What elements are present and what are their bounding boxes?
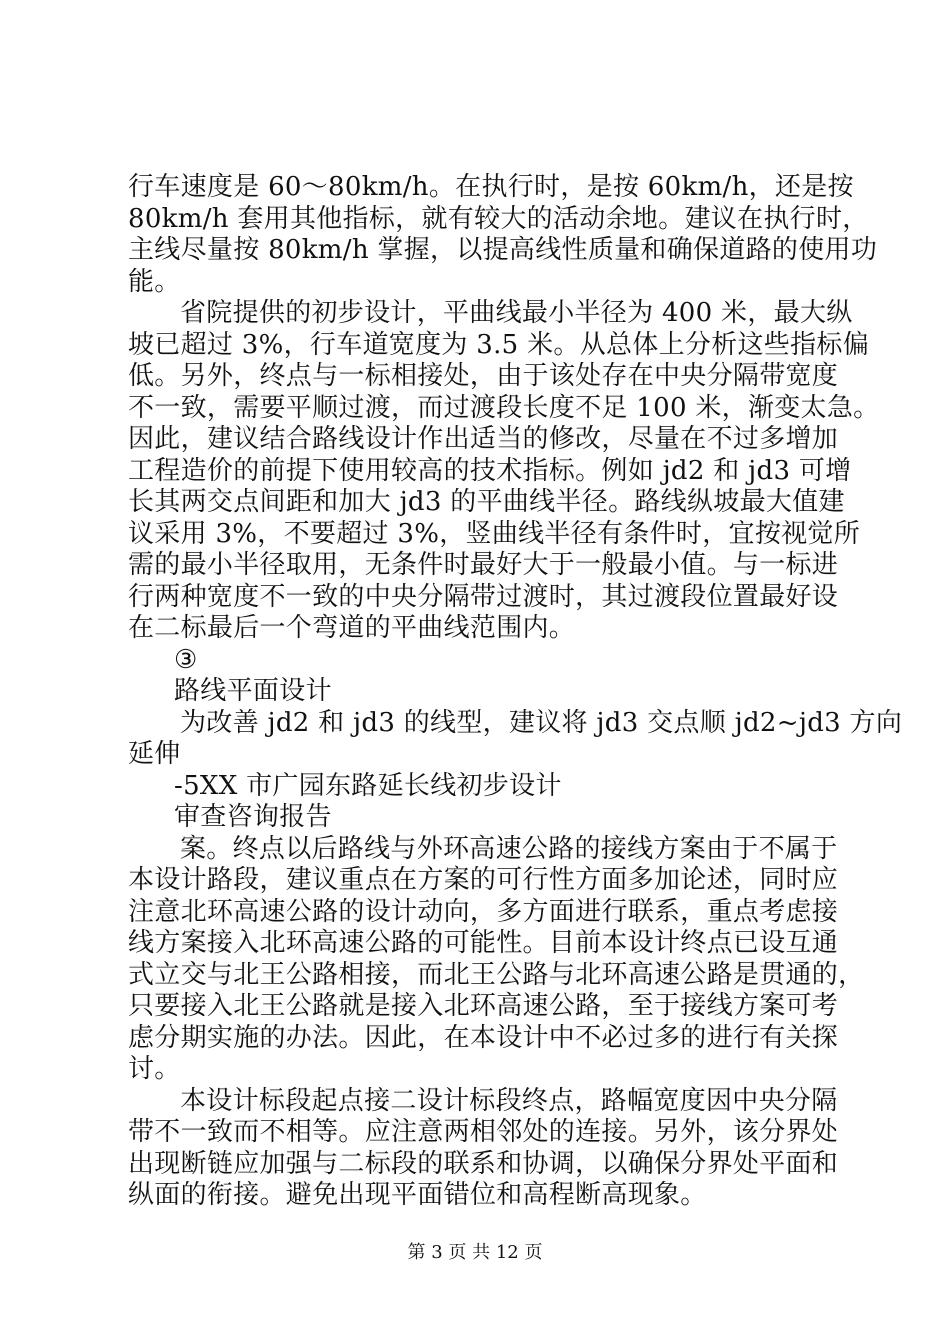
text-line: 低。另外，终点与一标相接处，由于该处存在中央分隔带宽度 bbox=[128, 361, 839, 391]
text-line: 行两种宽度不一致的中央分隔带过渡时，其过渡段位置最好设 bbox=[128, 581, 839, 612]
text-line: 因此，建议结合路线设计作出适当的修改，尽量在不过多增加 bbox=[128, 424, 839, 454]
text-line: 工程造价的前提下使用较高的技术指标。例如 jd2 和 jd3 可增 bbox=[128, 455, 852, 486]
text-line: 线方案接入北环高速公路的可能性。目前本设计终点已设互通 bbox=[128, 928, 839, 958]
text-line: 能。 bbox=[128, 266, 181, 297]
text-line: 议采用 3%，不要超过 3%，竖曲线半径有条件时，宜按视觉所 bbox=[128, 518, 861, 549]
section-number: ③ bbox=[174, 644, 198, 675]
text-line: 延伸 bbox=[128, 739, 181, 769]
text-line: 需的最小半径取用，无条件时最好大于一般最小值。与一标进 bbox=[128, 550, 839, 580]
paragraph-start-line: 省院提供的初步设计，平曲线最小半径为 400 米，最大纵 bbox=[180, 298, 853, 328]
running-header-subtitle: 审查咨询报告 bbox=[174, 802, 332, 832]
text-line: 带不一致而不相等。应注意两相邻处的连接。另外，该分界处 bbox=[128, 1117, 839, 1147]
text-line: 只要接入北王公路就是接入北环高速公路，至于接线方案可考 bbox=[128, 991, 839, 1021]
text-line: 在二标最后一个弯道的平曲线范围内。 bbox=[128, 613, 576, 643]
page-number-footer: 第 3 页 共 12 页 bbox=[407, 1242, 543, 1263]
text-line: 注意北环高速公路的设计动向，多方面进行联系，重点考虑接 bbox=[128, 896, 839, 927]
document-body bbox=[128, 172, 903, 1212]
text-line: 行车速度是 60～80km/h。在执行时，是按 60km/h，还是按 bbox=[128, 172, 854, 202]
running-header-title: -5XX 市广园东路延长线初步设计 bbox=[174, 770, 562, 801]
text-line: 式立交与北王公路相接，而北王公路与北环高速公路是贯通的， bbox=[128, 959, 865, 990]
text-line: 长其两交点间距和加大 jd3 的平曲线半径。路线纵坡最大值建 bbox=[128, 487, 845, 517]
section-heading: 路线平面设计 bbox=[174, 676, 332, 706]
text-line: 虑分期实施的办法。因此，在本设计中不必过多的进行有关探 bbox=[128, 1022, 839, 1053]
text-line: 不一致，需要平顺过渡，而过渡段长度不足 100 米，渐变太急。 bbox=[128, 392, 880, 423]
text-line: 主线尽量按 80km/h 掌握，以提高线性质量和确保道路的使用功 bbox=[128, 235, 878, 265]
text-line: 讨。 bbox=[128, 1054, 181, 1084]
text-line: 出现断链应加强与二标段的联系和协调，以确保分界处平面和 bbox=[128, 1148, 839, 1179]
text-line: 纵面的衔接。避免出现平面错位和高程断高现象。 bbox=[128, 1180, 707, 1210]
paragraph-start-line: 本设计标段起点接二设计标段终点，路幅宽度因中央分隔 bbox=[180, 1085, 838, 1116]
text-line: 本设计路段，建议重点在方案的可行性方面多加论述，同时应 bbox=[128, 865, 839, 895]
text-line: 80km/h 套用其他指标，就有较大的活动余地。建议在执行时， bbox=[128, 203, 869, 234]
text-line: 坡已超过 3%，行车道宽度为 3.5 米。从总体上分析这些指标偏 bbox=[128, 329, 869, 360]
paragraph-start-line: 为改善 jd2 和 jd3 的线型，建议将 jd3 交点顺 jd2~jd3 方向 bbox=[180, 707, 903, 738]
paragraph-start-line: 案。终点以后路线与外环高速公路的接线方案由于不属于 bbox=[180, 833, 838, 864]
